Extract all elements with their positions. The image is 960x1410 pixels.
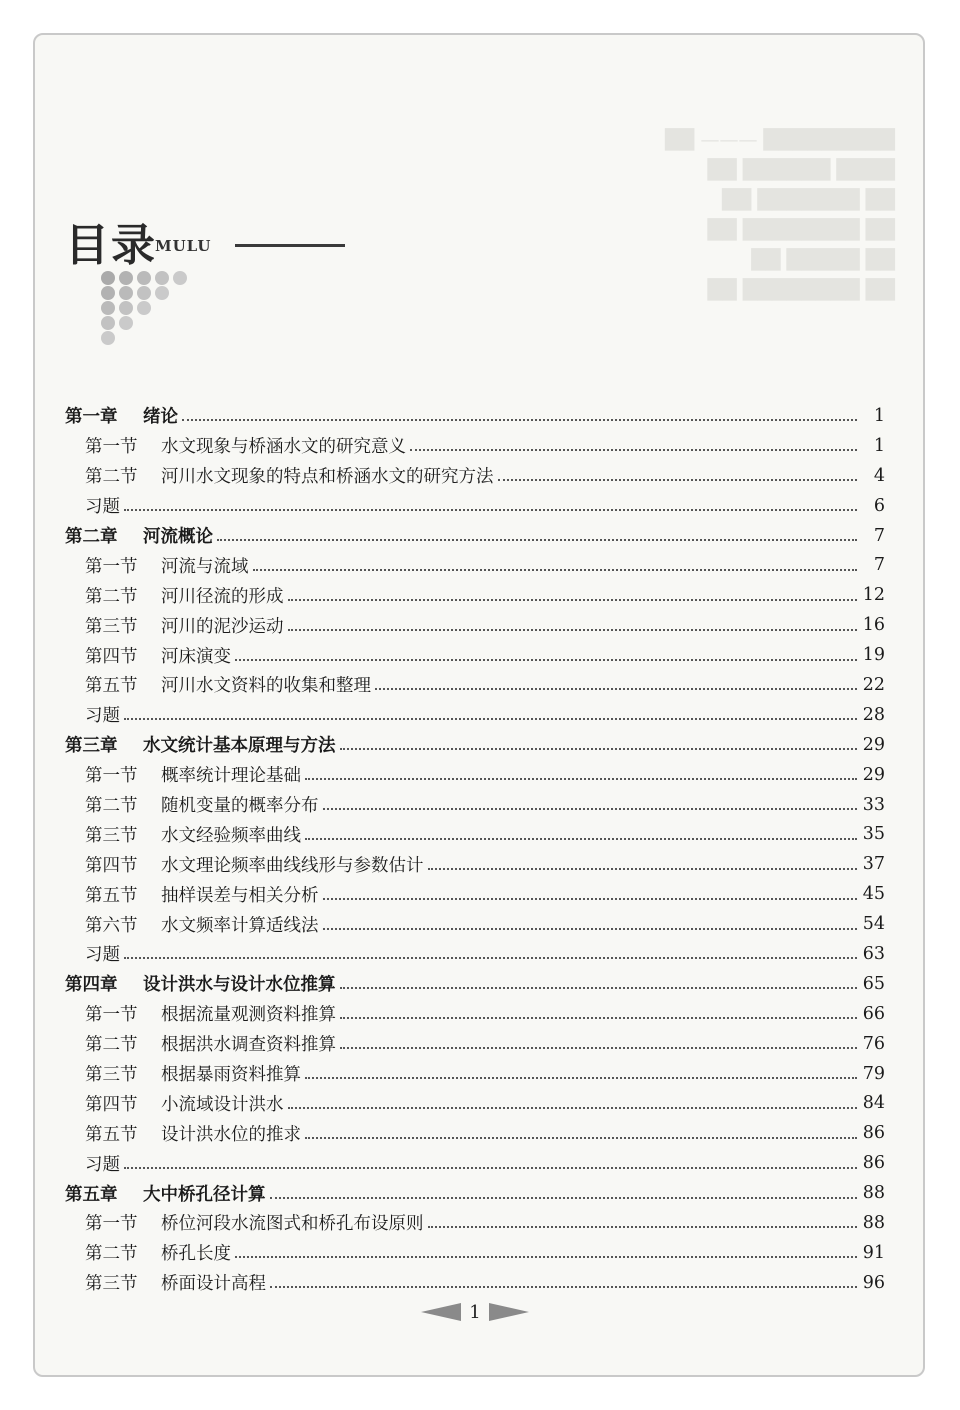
toc-entry-number: 第四节 [85,1094,138,1115]
toc-section-row[interactable] [65,610,885,640]
toc-entry-title: 水文经验频率曲线 [161,825,301,846]
toc-entry-title: 桥面设计高程 [161,1274,266,1295]
toc-entry-title: 习题 [85,1154,120,1175]
toc-entry-number: 第四节 [85,855,138,876]
dot-leader [270,1196,857,1199]
dot-leader [428,867,857,870]
toc-entry-page: 7 [873,555,885,576]
toc-entry-title: 河床演变 [161,646,231,667]
toc-section-row[interactable] [65,790,885,820]
toc-section-row[interactable] [65,760,885,790]
toc-entry-number: 第三章 [65,736,118,757]
dot-leader [124,956,857,959]
toc-entry-number: 第二节 [85,1244,138,1265]
toc-entry-title: 设计洪水与设计水位推算 [143,975,336,996]
arrow-right-icon [489,1303,529,1321]
toc-entry-number: 第二节 [85,1035,138,1056]
toc-entry-page: 79 [862,1063,885,1084]
toc-exercise-row[interactable] [65,491,885,521]
page-subtitle: MULU [155,237,212,255]
dot-leader [305,1136,857,1139]
toc-entry-title: 河川水文资料的收集和整理 [161,676,371,697]
toc-section-row[interactable] [65,431,885,461]
toc-entry-title: 抽样误差与相关分析 [161,885,319,906]
dot-leader [340,747,857,750]
toc-chapter-row[interactable] [65,521,885,551]
toc-entry-number: 第一节 [85,766,138,787]
toc-entry-title: 习题 [85,497,120,518]
toc-section-row[interactable] [65,1208,885,1238]
toc-entry-number: 第三节 [85,1065,138,1086]
toc-chapter-row[interactable] [65,401,885,431]
toc-entry-title: 河流概论 [143,527,213,547]
dot-leader [305,837,857,840]
toc-entry-page: 19 [862,645,885,666]
dot-leader [323,927,857,930]
toc-entry-page: 22 [862,674,885,695]
dot-leader [270,1285,857,1288]
decorative-dot [119,316,133,330]
toc-section-row[interactable] [65,999,885,1029]
page-footer [395,1297,555,1327]
toc-entry-page: 76 [862,1033,885,1054]
toc-entry-title: 河川水文现象的特点和桥涵水文的研究方法 [161,467,494,488]
toc-entry-number: 第一节 [85,1005,138,1026]
dot-leader [288,598,857,601]
decorative-dot [101,316,115,330]
toc-section-row[interactable] [65,1238,885,1268]
toc-entry-page: 63 [862,943,885,964]
decorative-dot [155,286,169,300]
toc-entry-page: 28 [862,704,885,725]
toc-entry-number: 第二节 [85,796,138,817]
toc-section-row[interactable] [65,1088,885,1118]
toc-chapter-row[interactable] [65,1178,885,1208]
toc-section-row[interactable] [65,580,885,610]
toc-entry-number: 第六节 [85,915,138,936]
toc-entry-title: 桥位河段水流图式和桥孔布设原则 [161,1214,424,1235]
toc-entry-page: 88 [862,1183,885,1204]
toc-exercise-row[interactable] [65,700,885,730]
dot-leader [288,1106,857,1109]
toc-entry-page: 65 [862,973,885,994]
dot-leader [305,1076,857,1079]
toc-section-row[interactable] [65,461,885,491]
toc-entry-title: 习题 [85,706,120,727]
toc-section-row[interactable] [65,550,885,580]
decorative-dot [101,271,115,285]
toc-entry-title: 小流域设计洪水 [161,1094,284,1115]
toc-entry-title: 河川径流的形成 [161,586,284,607]
decorative-dot [101,286,115,300]
title-rule [235,244,345,247]
dot-leader [375,687,857,690]
toc-entry-title: 随机变量的概率分布 [161,796,319,817]
toc-entry-title: 大中桥孔径计算 [143,1184,266,1205]
toc-entry-number: 第四章 [65,975,118,996]
toc-entry-page: 86 [862,1153,885,1174]
toc-entry-page: 96 [862,1272,885,1293]
dot-leader [428,1225,857,1228]
toc-entry-title: 水文频率计算适线法 [161,915,319,936]
toc-entry-page: 35 [862,824,885,845]
dot-leader [124,1166,857,1169]
toc-entry-title: 水文统计基本原理与方法 [143,736,336,757]
toc-entry-title: 水文理论频率曲线线形与参数估计 [161,855,424,876]
toc-entry-title: 根据流量观测资料推算 [161,1005,336,1026]
dot-leader [235,658,857,661]
toc-entry-number: 第二节 [85,467,138,488]
toc-section-row[interactable] [65,819,885,849]
toc-entry-title: 设计洪水位的推求 [161,1124,301,1145]
toc-exercise-row[interactable] [65,1148,885,1178]
toc-entry-page: 84 [862,1093,885,1114]
show-through-text: █████████ ——— ██ ████ ██████ ██ ██ ███████ ██ ██ ████████ ██ ██ █████ ██ ██ ████████ ██ [665,129,895,301]
toc-entry-number: 第五节 [85,1124,138,1145]
toc-section-row[interactable] [65,1268,885,1298]
dot-leader [410,448,857,451]
toc-entry-page: 91 [862,1242,885,1263]
toc-entry-page: 88 [862,1212,885,1233]
toc-section-row[interactable] [65,670,885,700]
page-number: 1 [469,1301,481,1323]
toc-section-row[interactable] [65,909,885,939]
toc-entry-page: 1 [873,435,885,456]
dot-leader [340,986,857,989]
toc-section-row[interactable] [65,640,885,670]
toc-entry-number: 第五节 [85,676,138,697]
toc-section-row[interactable] [65,1029,885,1059]
decorative-dot [173,271,187,285]
toc-entry-number: 第一章 [65,407,118,428]
dot-leader [305,777,857,780]
toc-entry-title: 绪论 [143,407,178,428]
decorative-dot [101,331,115,345]
dot-leader [124,508,857,511]
toc-section-row[interactable] [65,1118,885,1148]
toc-entry-page: 33 [862,794,885,815]
toc-chapter-row[interactable] [65,969,885,999]
toc-entry-page: 37 [862,854,885,875]
toc-entry-title: 根据洪水调查资料推算 [161,1035,336,1056]
toc-exercise-row[interactable] [65,939,885,969]
decorative-dot [155,271,169,285]
toc-entry-page: 7 [873,525,885,546]
dot-leader [124,717,857,720]
toc-entry-number: 第一节 [85,1214,138,1235]
dot-leader [340,1046,857,1049]
toc-entry-number: 第四节 [85,646,138,667]
toc-section-row[interactable] [65,879,885,909]
dot-leader [288,628,857,631]
toc-entry-title: 根据暴雨资料推算 [161,1065,301,1086]
document-page [33,33,925,1377]
toc-entry-page: 66 [862,1003,885,1024]
toc-entry-page: 16 [862,615,885,636]
toc-entry-page: 29 [862,764,885,785]
toc-entry-page: 45 [862,884,885,905]
dot-leader [323,807,857,810]
toc-entry-number: 第五章 [65,1184,118,1205]
arrow-left-icon [421,1303,461,1321]
toc-entry-page: 6 [873,495,885,516]
page-title: 目录 [65,220,157,271]
toc-chapter-row[interactable] [65,730,885,760]
decorative-dot [119,286,133,300]
decorative-dot [137,301,151,315]
toc-entry-number: 第二章 [65,527,118,547]
toc-section-row[interactable] [65,1059,885,1089]
toc-entry-page: 1 [873,405,885,426]
toc-entry-number: 第三节 [85,825,138,846]
toc-entry-page: 4 [873,465,885,486]
toc-section-row[interactable] [65,849,885,879]
decorative-dot [137,286,151,300]
toc-entry-number: 第三节 [85,1274,138,1295]
toc-entry-title: 桥孔长度 [161,1244,231,1265]
decorative-dot [101,301,115,315]
dot-leader [235,1255,857,1258]
toc-entry-page: 54 [862,914,885,935]
toc-entry-page: 29 [862,734,885,755]
toc-entry-title: 河流与流域 [161,556,249,577]
toc-entry-number: 第一节 [85,437,138,458]
decorative-dots-icon [101,271,201,351]
toc-entry-title: 河川的泥沙运动 [161,616,284,637]
table-of-contents [65,401,885,1298]
dot-leader [498,478,858,481]
toc-entry-number: 第三节 [85,616,138,637]
dot-leader [340,1016,857,1019]
toc-entry-page: 12 [862,585,885,606]
dot-leader [217,538,857,541]
decorative-dot [119,271,133,285]
toc-entry-title: 水文现象与桥涵水文的研究意义 [161,437,406,458]
toc-entry-number: 第五节 [85,885,138,906]
dot-leader [253,568,858,571]
dot-leader [182,418,857,421]
toc-entry-number: 第二节 [85,586,138,607]
toc-entry-number: 第一节 [85,556,138,577]
toc-entry-title: 概率统计理论基础 [161,766,301,787]
decorative-dot [119,301,133,315]
toc-entry-page: 86 [862,1123,885,1144]
toc-entry-title: 习题 [85,945,120,966]
dot-leader [323,897,857,900]
decorative-dot [137,271,151,285]
